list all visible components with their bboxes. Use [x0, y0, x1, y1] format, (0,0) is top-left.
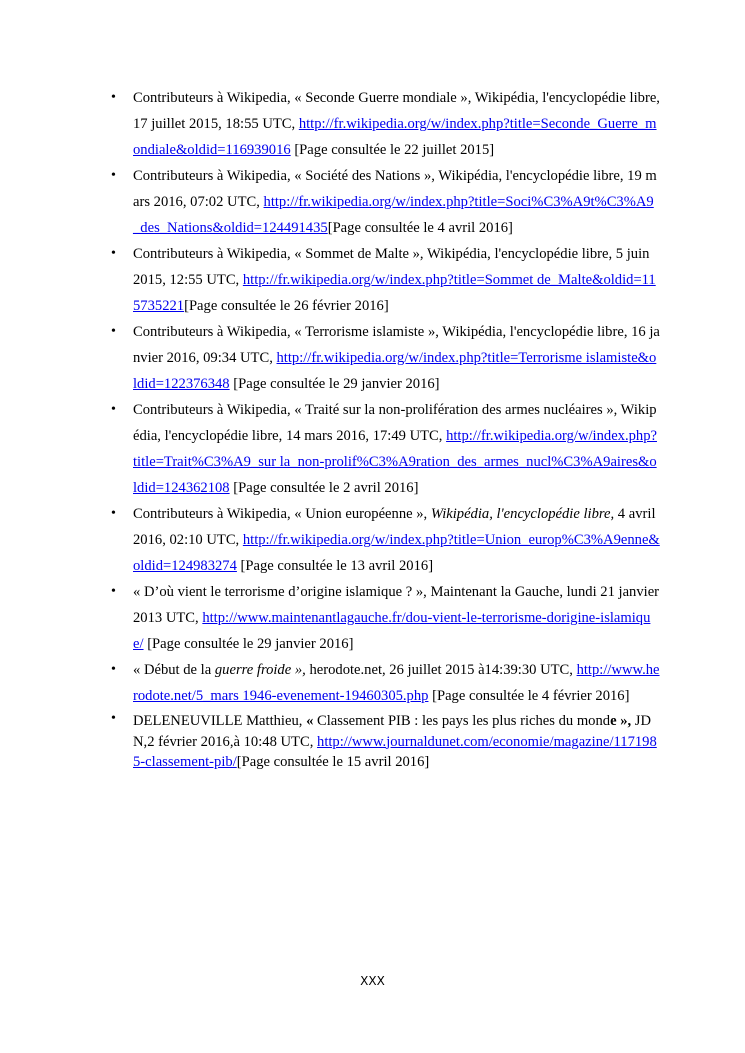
- reference-link[interactable]: http://www.maintenantlagauche.fr/dou-vient-le-terrorisme-dorigine-islamique/: [133, 610, 651, 652]
- page-number: XXX: [360, 974, 385, 988]
- reference-link[interactable]: http://fr.wikipedia.org/w/index.php?title=Soci%C3%A9t%C3%A9_des_Nations&oldid=124491435: [133, 194, 654, 236]
- bullet-icon: •: [111, 246, 116, 261]
- reference-date: JDN,2 février 2016,à 10:48 UTC,: [133, 713, 652, 750]
- reference-text: Contributeurs à Wikipedia, « Sommet de Malte », Wikipédia, l'encyclopédie libre, 5 juin 2015, 12:55 UTC,: [133, 246, 650, 288]
- reference-link[interactable]: http://fr.wikipedia.org/w/index.php?title=Trait%C3%A9_sur la_non-prolif%C3%A9ration_des_armes_nucl%C3%A9aires&oldid=124362108: [133, 428, 657, 496]
- reference-text: Contributeurs à Wikipedia, « Seconde Guerre mondiale », Wikipédia, l'encyclopédie libre, 17 juillet 2015, 18:55 UTC,: [133, 90, 660, 132]
- bullet-icon: •: [111, 402, 116, 417]
- reference-consulted: [Page consultée le 2 avril 2016]: [229, 480, 419, 496]
- bullet-icon: •: [111, 324, 116, 339]
- reference-consulted: [Page consultée le 13 avril 2016]: [236, 558, 434, 574]
- reference-text: Contributeurs à Wikipedia, « Traité sur la non-prolifération des armes nucléaires », Wikipédia, l'encyclopédie libre, 14 mars 2016, 17:49 UTC,: [133, 402, 657, 444]
- reference-item: [110, 319, 660, 397]
- reference-link[interactable]: http://www.herodote.net/5_mars 1946-evenement-19460305.php: [133, 662, 660, 704]
- reference-item: [110, 85, 660, 163]
- reference-link[interactable]: http://www.journaldunet.com/economie/magazine/1171985-classement-pib/: [133, 733, 657, 770]
- reference-item: [110, 579, 660, 657]
- reference-link[interactable]: http://fr.wikipedia.org/w/index.php?title=Seconde_Guerre_mondiale&oldid=116939016: [133, 116, 657, 158]
- reference-date: herodote.net, 26 juillet 2015 à14:39:30 UTC,: [305, 662, 577, 678]
- reference-consulted: [Page consultée le 26 février 2016]: [184, 298, 389, 314]
- reference-consulted: [Page consultée le 29 janvier 2016]: [229, 376, 440, 392]
- reference-title-italic: guerre froide »,: [214, 662, 306, 678]
- reference-author: DELENEUVILLE Matthieu,: [133, 713, 307, 729]
- bullet-icon: •: [111, 90, 116, 105]
- reference-quote-open: «: [306, 713, 314, 729]
- reference-consulted: [Page consultée le 15 avril 2016]: [236, 754, 430, 770]
- reference-text: « D’où vient le terrorisme d’origine islamique ? », Maintenant la Gauche, lundi 21 janvier 2013 UTC,: [133, 584, 660, 626]
- bullet-icon: •: [111, 662, 116, 677]
- bullet-icon: •: [111, 506, 116, 521]
- bullet-icon: •: [111, 584, 116, 599]
- reference-consulted: [Page consultée le 4 février 2016]: [428, 688, 630, 704]
- reference-link[interactable]: http://fr.wikipedia.org/w/index.php?title=Sommet de_Malte&oldid=115735221: [133, 272, 656, 314]
- reference-text: Contributeurs à Wikipedia, « Société des Nations », Wikipédia, l'encyclopédie libre, 19 mars 2016, 07:02 UTC,: [133, 168, 657, 210]
- bibliography-list: [110, 85, 660, 773]
- reference-item: [110, 657, 660, 709]
- reference-link[interactable]: http://fr.wikipedia.org/w/index.php?title=Union_europ%C3%A9enne&oldid=124983274: [133, 532, 660, 574]
- reference-consulted: [Page consultée le 22 juillet 2015]: [290, 142, 495, 158]
- reference-item: [110, 241, 660, 319]
- bullet-icon: •: [111, 711, 116, 726]
- reference-date: 4 avril 2016, 02:10 UTC,: [133, 506, 656, 548]
- reference-link[interactable]: http://fr.wikipedia.org/w/index.php?title=Terrorisme islamiste&oldid=122376348: [133, 350, 657, 392]
- bullet-icon: •: [111, 168, 116, 183]
- reference-source-italic: Wikipédia, l'encyclopédie libre,: [430, 506, 615, 522]
- reference-item: [110, 163, 660, 241]
- reference-title: Classement PIB : les pays les plus riches du mond: [313, 713, 611, 729]
- reference-item: [110, 709, 660, 773]
- reference-consulted: [Page consultée le 29 janvier 2016]: [143, 636, 354, 652]
- reference-consulted: [Page consultée le 4 avril 2016]: [327, 220, 513, 236]
- reference-item: [110, 397, 660, 501]
- reference-item: [110, 501, 660, 579]
- reference-text: Contributeurs à Wikipedia, « Union européenne »,: [133, 506, 431, 522]
- reference-text: « Début de la: [133, 662, 215, 678]
- reference-quote-close: e »,: [610, 713, 632, 729]
- reference-text: Contributeurs à Wikipedia, « Terrorisme islamiste », Wikipédia, l'encyclopédie libre, 16 janvier 2016, 09:34 UTC,: [133, 324, 660, 366]
